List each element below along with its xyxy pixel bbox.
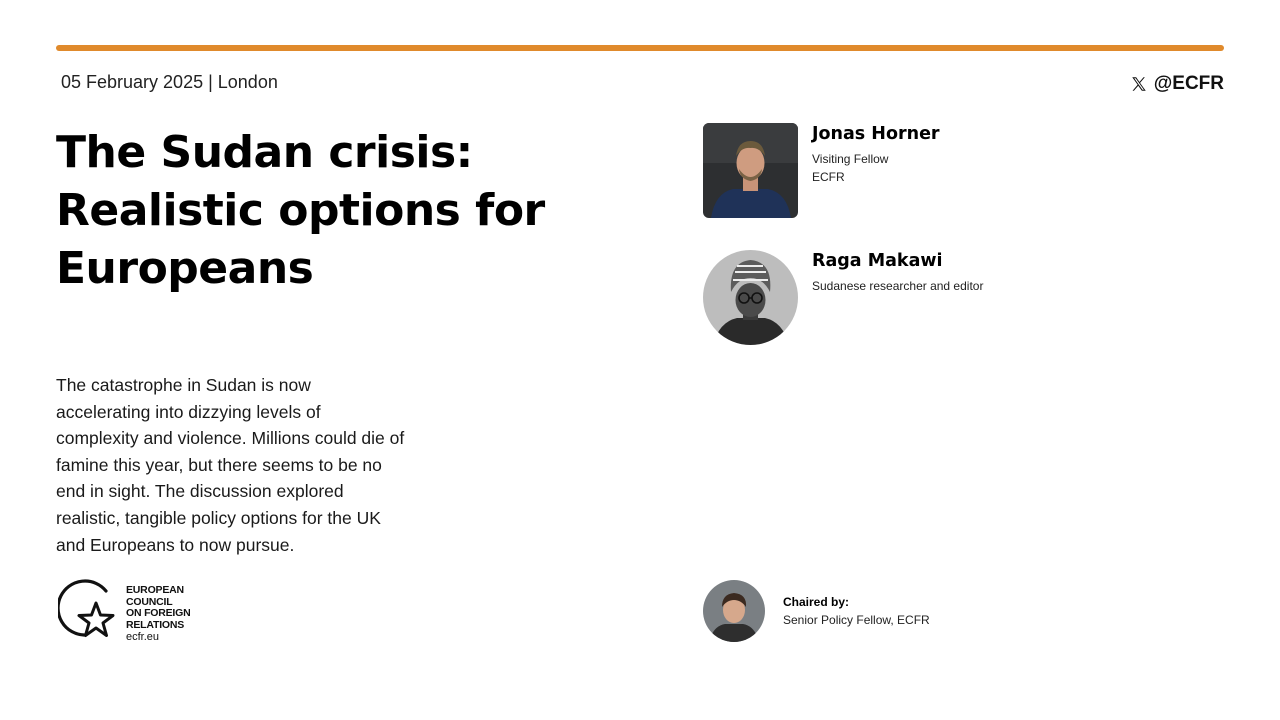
speaker-name: Raga Makawi	[812, 251, 943, 271]
x-logo-icon	[1130, 75, 1148, 93]
speaker-name: Jonas Horner	[812, 124, 940, 144]
ecfr-logo	[58, 577, 191, 645]
social-handle-text: @ECFR	[1153, 73, 1224, 94]
ecfr-star-emblem-icon	[58, 577, 120, 645]
speaker-photo	[703, 123, 798, 218]
chair-label: Chaired by:	[783, 595, 850, 609]
chair-card	[703, 580, 930, 642]
speaker-card	[703, 123, 940, 218]
speaker-photo	[703, 250, 798, 345]
event-title	[56, 124, 576, 298]
logo-text-line: COUNCIL	[126, 595, 173, 608]
title-line-2: Realistic options for	[56, 185, 545, 236]
logo-text-line: RELATIONS	[126, 618, 185, 631]
speaker-role: Visiting Fellow	[812, 152, 889, 166]
chair-role: Senior Policy Fellow, ECFR	[783, 613, 930, 627]
event-date-location: 05 February 2025 | London	[61, 72, 278, 92]
speaker-affiliation: ECFR	[812, 170, 845, 184]
logo-url: ecfr.eu	[126, 631, 160, 643]
logo-text-line: ON FOREIGN	[126, 607, 191, 619]
title-line-3: Europeans	[56, 243, 314, 294]
title-line-1: The Sudan crisis:	[56, 127, 473, 178]
accent-rule	[56, 45, 1224, 51]
logo-text-line: EUROPEAN	[126, 584, 184, 596]
social-handle[interactable]	[1130, 73, 1224, 95]
chair-photo	[703, 580, 765, 642]
speaker-card	[703, 250, 983, 345]
event-summary: The catastrophe in Sudan is now accelerating into dizzying levels of complexity and violence. Millions could die of famine this year, but there seems to be no end in sight. The discussion explored realistic, tangible policy options for the UK and Europeans to now pursue.	[56, 375, 405, 555]
speaker-role: Sudanese researcher and editor	[812, 279, 984, 293]
